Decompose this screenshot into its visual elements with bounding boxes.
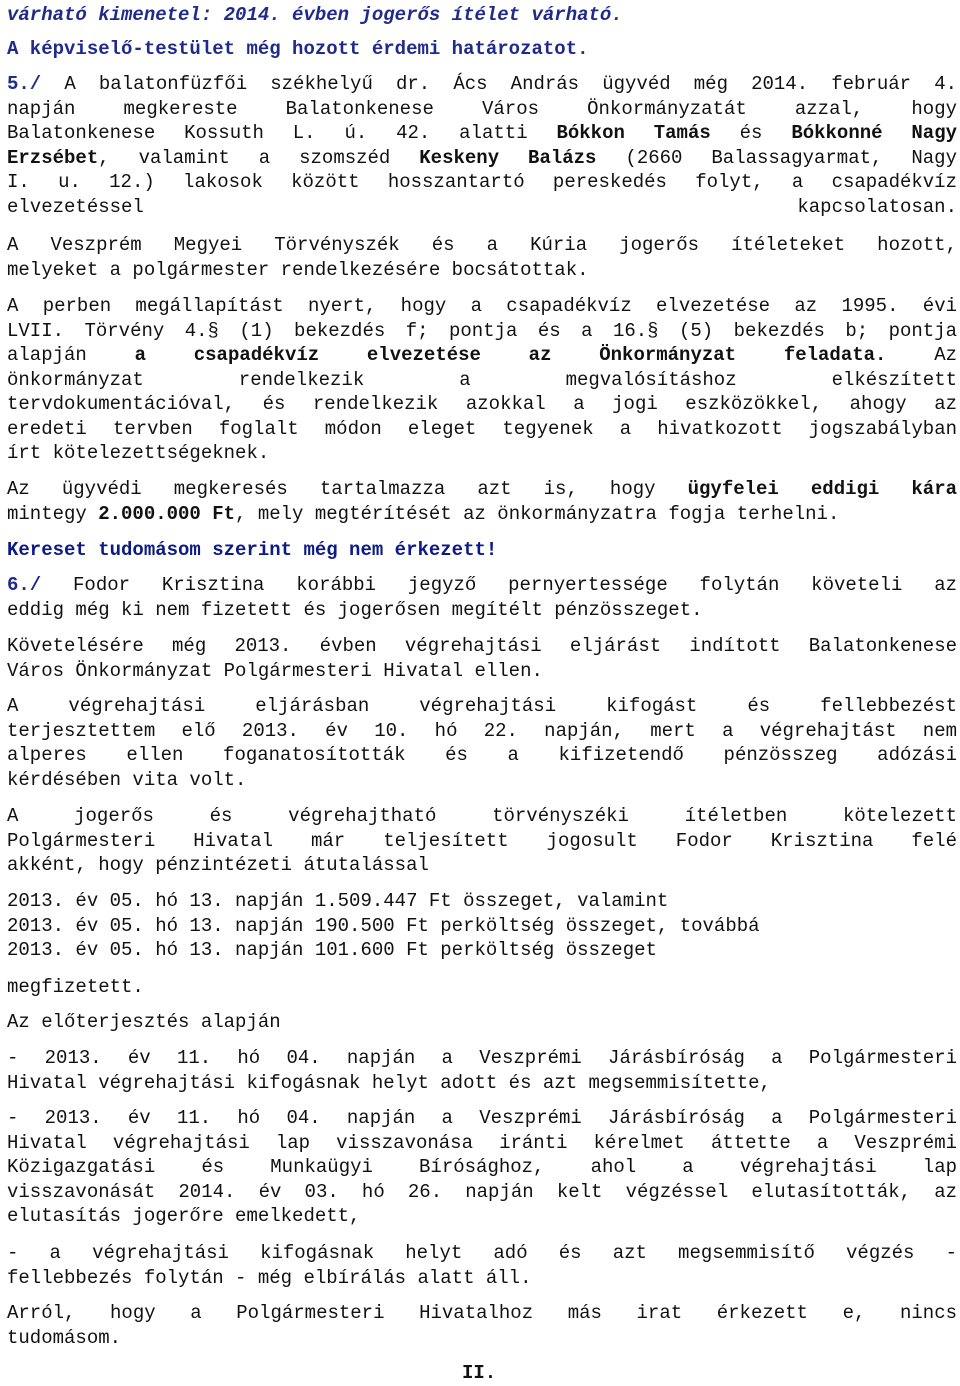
- text-line: [7, 343, 957, 368]
- paragraph-courts: [7, 233, 957, 282]
- text-span: , mely megtérítését az önkormányzatra fogja terhelni.: [235, 502, 840, 525]
- text-line: A perben megállapítást nyert, hogy a csapadékvíz elvezetése az 1995. évi: [7, 295, 957, 317]
- paragraph-enforcement: [7, 634, 957, 683]
- text-line: [7, 502, 957, 527]
- section-5-body: [7, 72, 957, 219]
- bullet-paragraph-2: [7, 1106, 957, 1229]
- section-number: 6./: [7, 574, 42, 596]
- text-line: írt kötelezettségeknek.: [7, 442, 270, 464]
- bullet-paragraph-1: [7, 1046, 957, 1095]
- text-span: mintegy: [7, 502, 99, 525]
- text-line: akként, hogy pénzintézeti átutalással: [7, 854, 429, 876]
- text-line: terjesztettem elő 2013. év 10. hó 22. napján, mert a végrehajtást nem: [7, 719, 957, 742]
- text-line: [7, 573, 957, 598]
- text-line: Arról, hogy a Polgármesteri Hivatalhoz más irat érkezett e, nincs: [7, 1302, 957, 1324]
- text-line: [7, 477, 957, 502]
- text-line: [7, 121, 957, 146]
- text-line: elutasítás jogerőre emelkedett,: [7, 1205, 361, 1227]
- text-line: önkormányzat rendelkezik a megvalósításhoz elkészített: [7, 368, 957, 391]
- text-line: [7, 146, 957, 171]
- text-line: tervdokumentációval, és rendelkezik azokkal a jogi eszközökkel, ahogy az: [7, 393, 957, 415]
- person-name: Keskeny Balázs: [419, 146, 597, 169]
- text-line: Közigazgatási és Munkaügyi Bírósághoz, ahol a végrehajtási lap: [7, 1156, 957, 1178]
- text-line: fellebbezés folytán - még elbírálás alatt áll.: [7, 1266, 532, 1289]
- text-line: A végrehajtási eljárásban végrehajtási kifogást és fellebbezést: [7, 695, 957, 717]
- lawsuit-status-line: Kereset tudomásom szerint még nem érkezett!: [7, 539, 498, 561]
- person-name: Bókkonné Nagy: [791, 122, 958, 144]
- payment-line: 2013. év 05. hó 13. napján 101.600 Ft perköltség összeget: [7, 939, 657, 961]
- text-span: (2660 Balassagyarmat, Nagy: [596, 146, 957, 169]
- proposal-basis-line: Az előterjesztés alapján: [7, 1011, 281, 1033]
- council-decision-line: A képviselő-testület még hozott érdemi határozatot.: [7, 38, 589, 60]
- text-span: , valamint a szomszéd: [98, 146, 420, 169]
- text-line: LVII. Törvény 4.§ (1) bekezdés f; pontja és a 16.§ (5) bekezdés b; pontja: [7, 319, 957, 342]
- emphasis-text: a csapadékvíz elvezetése az Önkormányzat feladata.: [134, 344, 887, 366]
- payments-list: [7, 889, 957, 963]
- text-line: - a végrehajtási kifogásnak helyt adó és azt megsemmisítő végzés -: [7, 1242, 957, 1264]
- text-span: Az ügyvédi megkeresés tartalmazza azt is, hogy: [7, 478, 688, 500]
- text-line: tudomásom.: [7, 1326, 122, 1349]
- text-line: A jogerős és végrehajtható törvényszéki ítéletben kötelezett: [7, 805, 957, 827]
- text-line: Város Önkormányzat Polgármesteri Hivatal ellen.: [7, 659, 543, 682]
- amount-text: 2.000.000 Ft: [98, 502, 236, 525]
- text-span: Fodor Krisztina korábbi jegyző pernyertessége folytán követeli az: [41, 574, 957, 596]
- text-line: Követelésére még 2013. évben végrehajtási eljárást indított Balatonkenese: [7, 635, 957, 657]
- paid-line: megfizetett.: [7, 976, 144, 998]
- bullet-paragraph-3: [7, 1241, 957, 1290]
- payment-line: 2013. év 05. hó 13. napján 1.509.447 Ft összeget, valamint: [7, 890, 669, 912]
- text-line: Polgármesteri Hivatal már teljesített jogosult Fodor Krisztina felé: [7, 829, 957, 852]
- section-number: 5./: [7, 73, 42, 95]
- text-line: elvezetéssel kapcsolatosan.: [7, 195, 957, 218]
- paragraph-damages: [7, 477, 957, 526]
- paragraph-objection: [7, 694, 957, 792]
- expected-outcome-line: várható kimenetel: 2014. évben jogerős ítélet várható.: [7, 4, 623, 26]
- text-span: és: [710, 122, 792, 144]
- section-6-paragraph: [7, 573, 957, 622]
- text-line: eddig még ki nem fizetett és jogerősen megítélt pénzösszeget.: [7, 598, 703, 621]
- text-line: I. u. 12.) lakosok között hosszantartó pereskedés folyt, a csapadékvíz: [7, 171, 957, 193]
- text-line: A Veszprém Megyei Törvényszék és a Kúria jogerős ítéleteket hozott,: [7, 234, 957, 256]
- text-line: - 2013. év 11. hó 04. napján a Veszprémi Járásbíróság a Polgármesteri: [7, 1047, 957, 1069]
- text-line: napján megkereste Balatonkenese Város Önkormányzatát azzal, hogy: [7, 97, 957, 120]
- emphasis-text: ügyfelei eddigi kára: [687, 478, 957, 500]
- person-name: Erzsébet: [7, 146, 99, 169]
- paragraph-findings: [7, 294, 957, 466]
- person-name: Bókkon Tamás: [556, 122, 711, 144]
- text-line: Hivatal végrehajtási kifogásnak helyt adott és azt megsemmisítette,: [7, 1071, 771, 1094]
- section-roman-numeral: II.: [462, 1362, 497, 1384]
- text-line: - 2013. év 11. hó 04. napján a Veszprémi Járásbíróság a Polgármesteri: [7, 1107, 957, 1129]
- text-span: Balatonkenese Kossuth L. ú. 42. alatti: [7, 122, 557, 144]
- text-line: [7, 72, 957, 97]
- text-span: alapján: [7, 344, 135, 366]
- text-line: melyeket a polgármester rendelkezésére bocsátottak.: [7, 258, 589, 281]
- closing-paragraph: [7, 1301, 957, 1350]
- text-span: A balatonfüzfői székhelyű dr. Ács András ügyvéd még 2014. február 4.: [41, 73, 957, 95]
- text-line: Hivatal végrehajtási lap visszavonása iránti kérelmet áttette a Veszprémi: [7, 1131, 957, 1154]
- text-line: alperes ellen foganatosították és a kifizetendő pénzösszeg adózási: [7, 744, 957, 766]
- text-line: eredeti tervben foglalt módon eleget tegyenek a hivatkozott jogszabályban: [7, 417, 957, 440]
- text-span: Az: [886, 344, 957, 366]
- text-line: kérdésében vita volt.: [7, 768, 247, 791]
- text-line: visszavonását 2014. év 03. hó 26. napján kelt végzéssel elutasították, az: [7, 1180, 957, 1203]
- paragraph-judgment: [7, 804, 957, 878]
- payment-line: 2013. év 05. hó 13. napján 190.500 Ft perköltség összeget, továbbá: [7, 914, 760, 937]
